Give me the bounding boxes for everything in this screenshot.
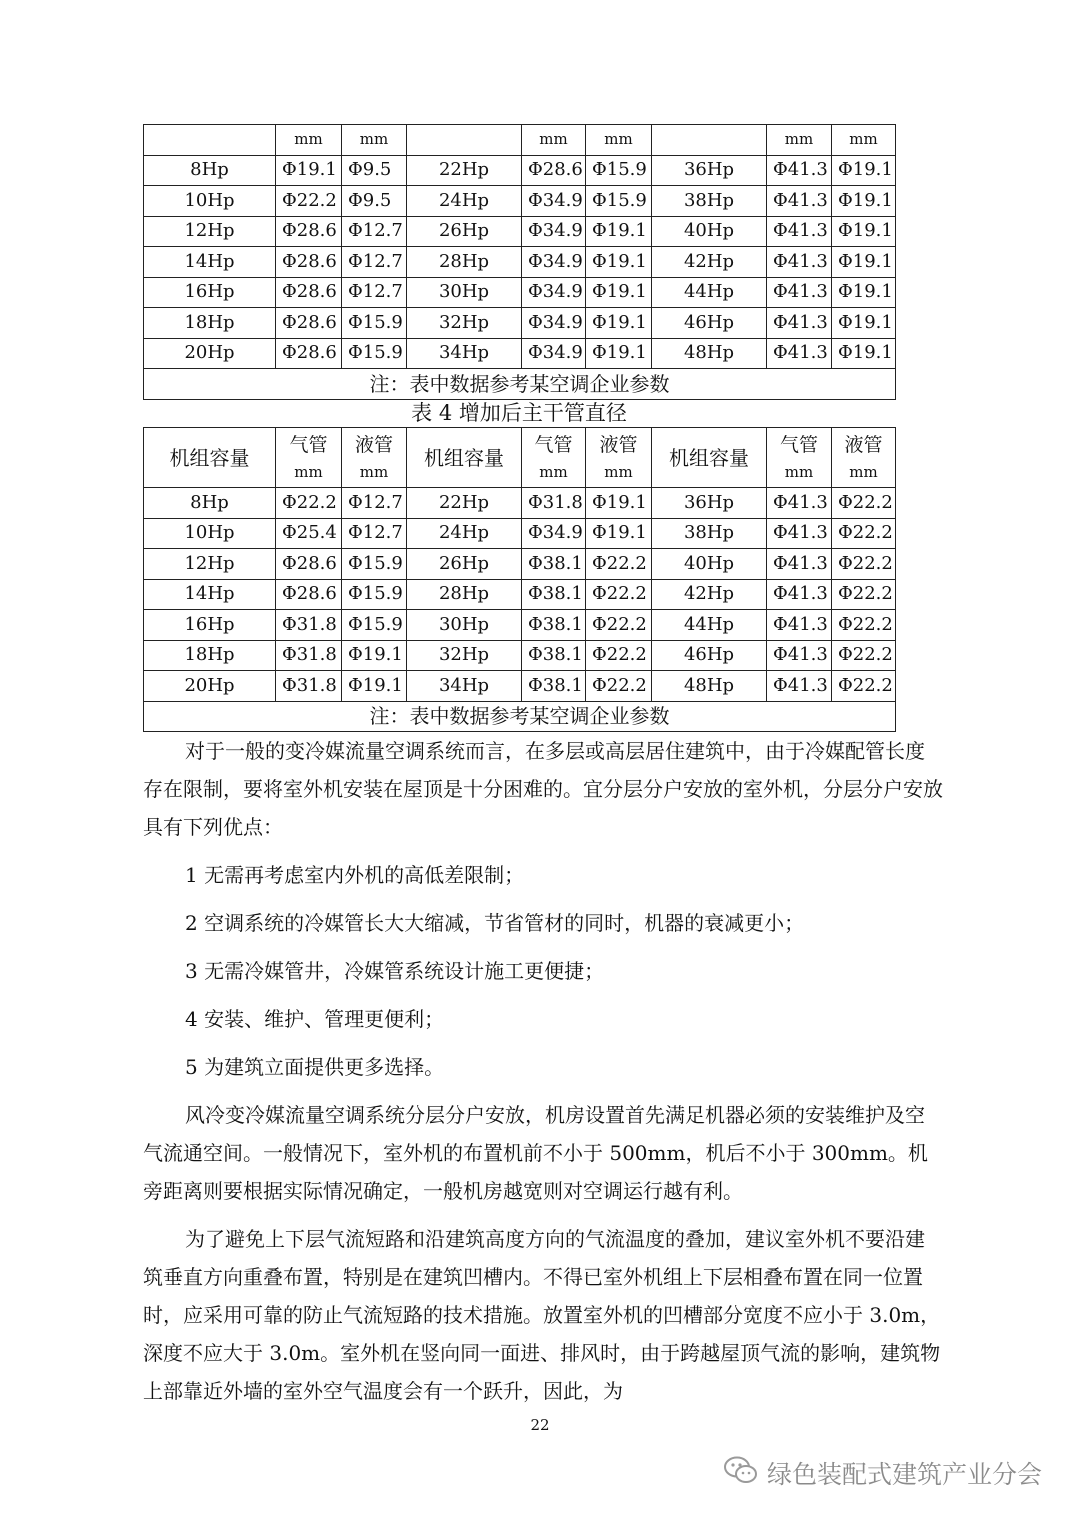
table-cell: Φ25.4 [276, 518, 342, 549]
list-item: 4 安装、维护、管理更便利； [185, 1007, 445, 1031]
table-cell: 48Hp [652, 338, 767, 369]
table-cell: Φ34.9 [522, 247, 586, 278]
table-cell: Φ41.3 [767, 338, 832, 369]
table-cell [407, 125, 522, 156]
table-cell: 34Hp [407, 338, 522, 369]
table-cell: 22Hp [407, 488, 522, 519]
table-cell: Φ22.2 [832, 640, 896, 671]
watermark [723, 1455, 1042, 1491]
table-row [144, 579, 896, 610]
table-cell: Φ19.1 [586, 247, 652, 278]
table-cell: 42Hp [652, 247, 767, 278]
wechat-icon [723, 1455, 759, 1491]
column-header [522, 428, 586, 488]
table-cell: 28Hp [407, 579, 522, 610]
table-cell: Φ31.8 [276, 671, 342, 702]
table-cell: Φ12.7 [342, 216, 407, 247]
table-row [144, 308, 896, 339]
table-row [144, 671, 896, 702]
table-cell: 8Hp [144, 488, 276, 519]
table-cell: 26Hp [407, 216, 522, 247]
table-cell [144, 125, 276, 156]
table-cell: 24Hp [407, 186, 522, 217]
table-row [144, 247, 896, 278]
table-cell: 34Hp [407, 671, 522, 702]
table-cell: Φ19.1 [832, 186, 896, 217]
table-cell: 38Hp [652, 186, 767, 217]
table-cell: Φ9.5 [342, 155, 407, 186]
table-3-body [144, 125, 896, 400]
table-cell: 48Hp [652, 671, 767, 702]
table-cell: 18Hp [144, 640, 276, 671]
table-cell: 36Hp [652, 488, 767, 519]
table-cell: Φ19.1 [586, 338, 652, 369]
table-row [144, 610, 896, 641]
table-cell: Φ22.2 [586, 549, 652, 580]
table-cell: Φ22.2 [586, 579, 652, 610]
table-cell: Φ38.1 [522, 610, 586, 641]
table-cell: Φ19.1 [276, 155, 342, 186]
table-cell: Φ28.6 [522, 155, 586, 186]
column-header-label: 气管 [289, 434, 328, 457]
table-cell: 42Hp [652, 579, 767, 610]
column-header-label: 液管 [599, 434, 638, 457]
table-cell: Φ19.1 [586, 216, 652, 247]
body-text [143, 732, 943, 1410]
table-cell: Φ15.9 [342, 338, 407, 369]
table-cell: 14Hp [144, 247, 276, 278]
table-cell: Φ19.1 [586, 277, 652, 308]
table-cell: 40Hp [652, 549, 767, 580]
table-cell: mm [342, 125, 407, 156]
table-cell: 46Hp [652, 640, 767, 671]
table-cell: Φ41.3 [767, 308, 832, 339]
list-item: 5 为建筑立面提供更多选择。 [185, 1055, 445, 1079]
table-cell: Φ22.2 [276, 186, 342, 217]
table-cell: mm [586, 125, 652, 156]
table-cell: Φ15.9 [342, 579, 407, 610]
table-row [144, 549, 896, 580]
table-4-caption: 表 4 增加后主干管直径 [411, 401, 627, 425]
table-4 [143, 427, 896, 732]
table-cell: Φ19.1 [832, 155, 896, 186]
table-cell: Φ22.2 [832, 610, 896, 641]
table-cell: 40Hp [652, 216, 767, 247]
table-row [144, 518, 896, 549]
paragraph: 对于一般的变冷媒流量空调系统而言，在多层或高层居住建筑中，由于冷媒配管长度存在限制，要将室外机安装在屋顶是十分困难的。宜分层分户安放的室外机，分层分户安放具有下列优点： [143, 739, 943, 839]
table-cell: Φ15.9 [586, 186, 652, 217]
table-cell: Φ15.9 [342, 549, 407, 580]
paragraph: 为了避免上下层气流短路和沿建筑高度方向的气流温度的叠加，建议室外机不要沿建筑垂直方向重叠布置，特别是在建筑凹槽内。不得已室外机组上下层相叠布置在同一位置时，应采用可靠的防止气流短路的技术措施。放置室外机的凹槽部分宽度不应小于 3.0m，深度不应大于 3.0m。室外机在竖向同一面进、排风时，由于跨越屋顶气流的影响，建筑物上部靠近外墙的室外空气温度会有一个跃升，因此，为 [143, 1227, 941, 1403]
table-cell: Φ34.9 [522, 308, 586, 339]
column-header-label: 气管 [534, 434, 573, 457]
table-cell: 22Hp [407, 155, 522, 186]
table-cell: Φ34.9 [522, 216, 586, 247]
table-cell: Φ41.3 [767, 186, 832, 217]
table-cell: Φ28.6 [276, 216, 342, 247]
table-4-body [144, 428, 896, 732]
column-header-unit: mm [604, 462, 633, 481]
table-cell: Φ22.2 [586, 671, 652, 702]
table-cell: Φ41.3 [767, 155, 832, 186]
column-header-label: 液管 [354, 434, 393, 457]
table-3 [143, 124, 896, 400]
table-cell: 36Hp [652, 155, 767, 186]
table-cell: Φ22.2 [832, 549, 896, 580]
table-row [144, 488, 896, 519]
table-row [144, 338, 896, 369]
table-cell: Φ31.8 [522, 488, 586, 519]
table-cell: Φ9.5 [342, 186, 407, 217]
table-cell: Φ19.1 [342, 640, 407, 671]
table-cell: 30Hp [407, 277, 522, 308]
table-cell: Φ22.2 [586, 640, 652, 671]
table-cell: 46Hp [652, 308, 767, 339]
table-cell: Φ19.1 [832, 338, 896, 369]
table-cell: Φ19.1 [586, 308, 652, 339]
table-cell: 28Hp [407, 247, 522, 278]
table-cell: mm [767, 125, 832, 156]
column-header-unit: mm [294, 462, 323, 481]
table-cell: 30Hp [407, 610, 522, 641]
table-cell: Φ41.3 [767, 579, 832, 610]
table-cell: mm [832, 125, 896, 156]
column-header [586, 428, 652, 488]
column-header-unit: mm [849, 462, 878, 481]
table-cell: Φ41.3 [767, 518, 832, 549]
table-row [144, 216, 896, 247]
table-cell: 24Hp [407, 518, 522, 549]
table-cell: Φ12.7 [342, 518, 407, 549]
column-header [832, 428, 896, 488]
table-cell: Φ38.1 [522, 640, 586, 671]
table-cell: Φ12.7 [342, 247, 407, 278]
table-cell: Φ41.3 [767, 247, 832, 278]
column-header [342, 428, 407, 488]
table-cell: 32Hp [407, 308, 522, 339]
table-cell: Φ41.3 [767, 488, 832, 519]
table-cell: Φ12.7 [342, 488, 407, 519]
table-cell: Φ19.1 [832, 277, 896, 308]
table-cell: 16Hp [144, 277, 276, 308]
table-cell: Φ28.6 [276, 308, 342, 339]
table-note: 注：表中数据参考某空调企业参数 [144, 369, 896, 400]
column-header [276, 428, 342, 488]
table-row [144, 277, 896, 308]
table-cell: Φ19.1 [586, 488, 652, 519]
table-cell: Φ34.9 [522, 338, 586, 369]
column-header: 机组容量 [652, 428, 767, 488]
table-cell: Φ15.9 [342, 308, 407, 339]
table-row [144, 640, 896, 671]
list-item: 3 无需冷媒管井，冷媒管系统设计施工更便捷； [185, 959, 605, 983]
table-cell: Φ19.1 [832, 216, 896, 247]
table-cell: Φ19.1 [832, 308, 896, 339]
table-cell: Φ22.2 [832, 518, 896, 549]
column-header-label: 气管 [779, 434, 818, 457]
table-cell: Φ34.9 [522, 186, 586, 217]
table-row [144, 125, 896, 156]
table-row [144, 369, 896, 400]
table-cell: mm [522, 125, 586, 156]
table-cell: Φ28.6 [276, 338, 342, 369]
table-cell: 20Hp [144, 338, 276, 369]
table-cell: 10Hp [144, 518, 276, 549]
table-cell: Φ41.3 [767, 216, 832, 247]
table-cell: Φ38.1 [522, 671, 586, 702]
table-cell: Φ28.6 [276, 549, 342, 580]
table-cell [652, 125, 767, 156]
table-row [144, 428, 896, 488]
table-cell: 14Hp [144, 579, 276, 610]
table-note: 注：表中数据参考某空调企业参数 [144, 701, 896, 732]
table-cell: Φ38.1 [522, 549, 586, 580]
table-cell: Φ22.2 [832, 579, 896, 610]
table-cell: Φ22.2 [586, 610, 652, 641]
table-cell: Φ19.1 [586, 518, 652, 549]
column-header-unit: mm [539, 462, 568, 481]
page-number: 22 [530, 1416, 550, 1434]
column-header-unit: mm [359, 462, 389, 481]
table-cell: 26Hp [407, 549, 522, 580]
column-header: 机组容量 [407, 428, 522, 488]
table-cell: Φ28.6 [276, 277, 342, 308]
table-cell: Φ41.3 [767, 640, 832, 671]
table-cell: Φ41.3 [767, 549, 832, 580]
table-cell: Φ34.9 [522, 277, 586, 308]
table-cell: Φ34.9 [522, 518, 586, 549]
column-header: 机组容量 [144, 428, 276, 488]
table-cell: 32Hp [407, 640, 522, 671]
table-cell: Φ41.3 [767, 277, 832, 308]
table-cell: 20Hp [144, 671, 276, 702]
table-row [144, 155, 896, 186]
table-cell: 18Hp [144, 308, 276, 339]
table-cell: Φ28.6 [276, 579, 342, 610]
table-cell: Φ28.6 [276, 247, 342, 278]
table-cell: Φ31.8 [276, 640, 342, 671]
table-cell: Φ15.9 [586, 155, 652, 186]
column-header-unit: mm [784, 462, 814, 481]
table-cell: Φ19.1 [832, 247, 896, 278]
table-cell: Φ12.7 [342, 277, 407, 308]
table-cell: 10Hp [144, 186, 276, 217]
list-item: 2 空调系统的冷媒管长大大缩减，节省管材的同时，机器的衰减更小； [185, 911, 805, 935]
table-cell: 38Hp [652, 518, 767, 549]
list-item: 1 无需再考虑室内外机的高低差限制； [185, 863, 525, 887]
column-header [767, 428, 832, 488]
table-cell: Φ38.1 [522, 579, 586, 610]
table-cell: Φ19.1 [342, 671, 407, 702]
table-cell: 12Hp [144, 216, 276, 247]
table-row [144, 186, 896, 217]
table-row [144, 701, 896, 732]
table-cell: Φ15.9 [342, 610, 407, 641]
table-cell: 16Hp [144, 610, 276, 641]
table-cell: Φ41.3 [767, 671, 832, 702]
table-cell: 8Hp [144, 155, 276, 186]
table-cell: mm [276, 125, 342, 156]
table-cell: 12Hp [144, 549, 276, 580]
table-cell: 44Hp [652, 610, 767, 641]
table-cell: Φ22.2 [832, 488, 896, 519]
table-cell: 44Hp [652, 277, 767, 308]
table-cell: Φ22.2 [276, 488, 342, 519]
paragraph: 风冷变冷媒流量空调系统分层分户安放，机房设置首先满足机器必须的安装维护及空气流通空间。一般情况下，室外机的布置机前不小于 500mm，机后不小于 300mm。机旁距离则要根据实际情况确定，一般机房越宽则对空调运行越有利。 [143, 1103, 928, 1203]
table-cell: Φ22.2 [832, 671, 896, 702]
column-header-label: 液管 [844, 434, 883, 457]
table-cell: Φ41.3 [767, 610, 832, 641]
table-cell: Φ31.8 [276, 610, 342, 641]
watermark-text: 绿色装配式建筑产业分会 [766, 1460, 1042, 1489]
